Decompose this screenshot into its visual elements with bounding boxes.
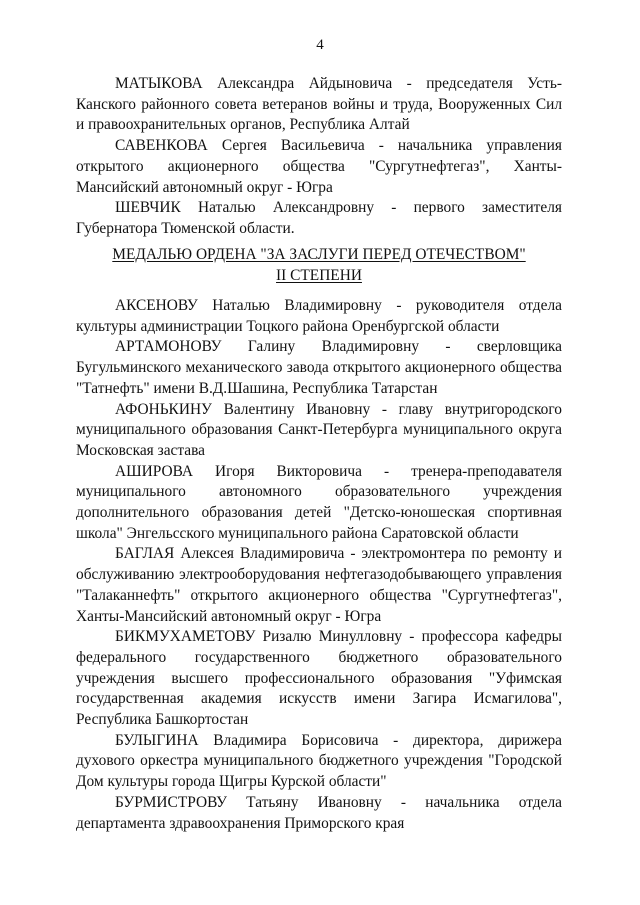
top-entries-list	[76, 74, 562, 240]
award-entry-artamonova: АРТАМОНОВУ Галину Владимировну - сверловщика Бугульминского механического завода открытого акционерного общества "Татнефть" имени В.Д.Шашина, Республика Татарстан	[76, 338, 562, 397]
award-entry-aksenova: АКСЕНОВУ Наталью Владимировну - руководителя отдела культуры администрации Тоцкого района Оренбургской области	[76, 297, 562, 335]
award-entry-savenkov: САВЕНКОВА Сергея Васильевича - начальника управления открытого акционерного общества "Сургутнефтегаз", Ханты-Мансийский автономный округ - Югра	[76, 137, 562, 196]
section-heading-line-1: МЕДАЛЬЮ ОРДЕНА "ЗА ЗАСЛУГИ ПЕРЕД ОТЕЧЕСТВОМ"	[112, 246, 526, 263]
award-entry-bikmukhametova: БИКМУХАМЕТОВУ Ризалю Минулловну - профессора кафедры федерального государственного бюджетного образовательного учреждения высшего профессионального образования "Уфимская государственная академия искусств имени Загира Исмагилова", Республика Башкортостан	[76, 628, 562, 729]
section-heading	[76, 245, 562, 286]
award-entry-bulygin: БУЛЫГИНА Владимира Борисовича - директора, дирижера духового оркестра муниципального бюджетного учреждения "Городской Дом культуры города Щигры Курской области"	[76, 731, 562, 791]
page-number: 4	[316, 37, 324, 53]
medal-award-list	[76, 296, 562, 834]
section-heading-line-2: II СТЕПЕНИ	[276, 266, 362, 284]
award-entry-baglay: БАГЛАЯ Алексея Владимировича - электромонтера по ремонту и обслуживанию электрооборудования нефтегазодобывающего управления "Талаканнефть" открытого акционерного общества "Сургутнефтегаз", Ханты-Мансийский автономный округ - Югра	[76, 545, 562, 625]
award-entry-burmistrova: БУРМИСТРОВУ Татьяну Ивановну - начальника отдела департамента здравоохранения Приморского края	[76, 793, 562, 832]
award-entry-afonkina: АФОНЬКИНУ Валентину Ивановну - главу внутригородского муниципального образования Санкт-Петербурга муниципального округа Московская застава	[76, 400, 562, 459]
award-entry-shevchik: ШЕВЧИК Наталью Александровну - первого заместителя Губернатора Тюменской области.	[76, 199, 562, 237]
award-entry-ashirov: АШИРОВА Игоря Викторовича - тренера-преподавателя муниципального автономного образовательного учреждения дополнительного образования детей "Детско-юношеская спортивная школа" Энгельсского муниципального района Саратовской области	[76, 462, 562, 542]
award-entry-matykova: МАТЫКОВА Александра Айдыновича - председателя Усть-Канского районного совета ветеранов войны и труда, Вооруженных Сил и правоохранительных органов, Республика Алтай	[76, 75, 562, 134]
